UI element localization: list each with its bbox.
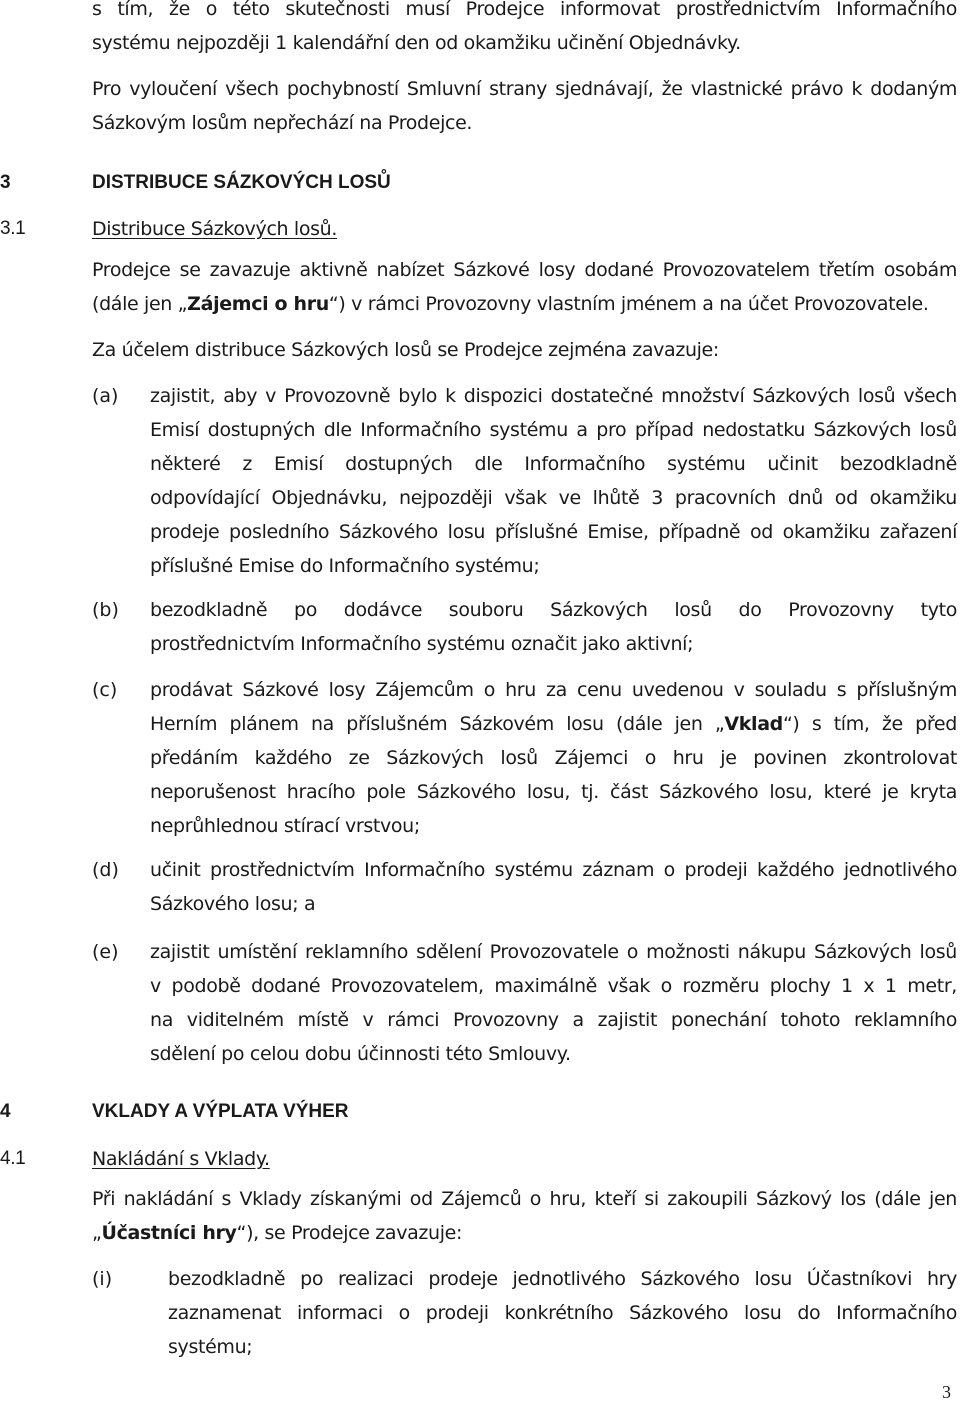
list-item-b <box>150 593 957 661</box>
list-label-a: (a) <box>92 385 119 407</box>
text-line: Pro vyloučení všech pochybností Smluvní strany sjednávají, že vlastnické právo k dodaným <box>92 78 957 100</box>
text-line: předáním každého ze Sázkových losů Zájemci o hru je povinen zkontrolovat <box>150 747 957 769</box>
text-fragment: “), se Prodejce zavazuje: <box>236 1222 463 1244</box>
intro-paragraph-1 <box>92 0 957 60</box>
intro-paragraph-2 <box>92 72 957 140</box>
list-item-d <box>150 853 957 921</box>
text-line: systému; <box>168 1336 253 1358</box>
subsection-title: Nakládání s Vklady. <box>92 1148 270 1170</box>
text-line: sdělení po celou dobu účinnosti této Smlouvy. <box>150 1043 571 1065</box>
page-number: 3 <box>942 1382 951 1402</box>
text-line: bezodkladně po dodávce souboru Sázkových losů do Provozovny tyto <box>150 599 957 621</box>
section-4-1-paragraph <box>92 1182 957 1250</box>
section-3-1-paragraph <box>92 253 957 321</box>
text-line: odpovídající Objednávku, nejpozději však ve lhůtě 3 pracovních dnů od okamžiku <box>150 487 957 509</box>
text-fragment: “) s tím, že před <box>782 713 957 735</box>
text-line: systému nejpozději 1 kalendářní den od okamžiku učinění Objednávky. <box>92 32 741 54</box>
section-number: 3 <box>0 172 11 193</box>
list-label-c: (c) <box>92 679 118 701</box>
text-line: neporušenost hracího pole Sázkového losu, tj. část Sázkového losu, které je kryta <box>150 781 957 803</box>
list-item-e <box>150 935 957 1071</box>
text-line: zajistit, aby v Provozovně bylo k dispozici dostatečné množství Sázkových losů všech <box>150 385 957 407</box>
text-line: některé z Emisí dostupných dle Informačního systému učinit bezodkladně <box>150 453 957 475</box>
text-line: Při nakládání s Vklady získanými od Zájemců o hru, kteří si zakoupili Sázkový los (dále jen <box>92 1188 957 1210</box>
text-line: učinit prostřednictvím Informačního systému záznam o prodeji každého jednotlivého <box>150 859 957 881</box>
text-line: zaznamenat informaci o prodeji konkrétního Sázkového losu do Informačního <box>168 1302 957 1324</box>
section-title: VKLADY A VÝPLATA VÝHER <box>92 1101 349 1122</box>
text-line: neprůhlednou stírací vrstvou; <box>150 815 420 837</box>
subsection-4-1-heading <box>0 1142 600 1176</box>
list-label-e: (e) <box>92 941 119 963</box>
subsection-number: 4.1 <box>0 1148 26 1169</box>
subsection-title: Distribuce Sázkových losů. <box>92 218 338 240</box>
list-label-b: (b) <box>92 599 119 621</box>
text-fragment: “) v rámci Provozovny vlastním jménem a na účet Provozovatele. <box>328 293 929 315</box>
text-line: Sázkovým losům nepřechází na Prodejce. <box>92 112 473 134</box>
text-line: příslušné Emise do Informačního systému; <box>150 555 540 577</box>
text-line: Emisí dostupných dle Informačního systému a pro případ nedostatku Sázkových losů <box>150 419 957 441</box>
text-fragment: (dále jen „ <box>92 293 188 315</box>
defined-term-zajemci: Zájemci o hru <box>187 293 329 315</box>
text-fragment: Herním plánem na příslušném Sázkovém losu (dále jen „ <box>150 713 725 735</box>
section-title: DISTRIBUCE SÁZKOVÝCH LOSŮ <box>92 172 391 193</box>
text-line: prodeje posledního Sázkového losu příslušné Emise, případně od okamžiku zařazení <box>150 521 957 543</box>
text-line: prostřednictvím Informačního systému označit jako aktivní; <box>150 633 694 655</box>
section-number: 4 <box>0 1101 11 1122</box>
text-line: v podobě dodané Provozovatelem, maximálně však o rozměru plochy 1 x 1 metr, <box>150 975 957 997</box>
section-3-1-intro-list <box>92 333 957 367</box>
text-line <box>150 707 957 741</box>
text-line: na viditelném místě v rámci Provozovny a zajistit ponechání tohoto reklamního <box>150 1009 957 1031</box>
text-line: Sázkového losu; a <box>150 893 316 915</box>
subsection-number: 3.1 <box>0 218 26 239</box>
text-line: Za účelem distribuce Sázkových losů se Prodejce zejména zavazuje: <box>92 339 719 361</box>
text-fragment: „ <box>92 1222 102 1244</box>
text-line: prodávat Sázkové losy Zájemcům o hru za cenu uvedenou v souladu s příslušným <box>150 679 957 701</box>
defined-term-ucastnici: Účastníci hry <box>101 1222 237 1244</box>
text-line: zajistit umístění reklamního sdělení Provozovatele o možnosti nákupu Sázkových losů <box>150 941 957 963</box>
text-line <box>92 287 957 321</box>
list-item-a <box>150 379 957 583</box>
text-line: bezodkladně po realizaci prodeje jednotlivého Sázkového losu Účastníkovi hry <box>168 1268 957 1290</box>
subsection-3-1-heading <box>0 212 600 246</box>
text-line <box>92 1216 957 1250</box>
list-label-i: (i) <box>92 1268 113 1290</box>
defined-term-vklad: Vklad <box>724 713 783 735</box>
list-item-c <box>150 673 957 843</box>
list-item-i <box>168 1262 957 1364</box>
text-line: Prodejce se zavazuje aktivně nabízet Sázkové losy dodané Provozovatelem třetím osobám <box>92 259 957 281</box>
list-label-d: (d) <box>92 859 119 881</box>
text-line: s tím, že o této skutečnosti musí Prodejce informovat prostřednictvím Informačního <box>92 0 957 20</box>
